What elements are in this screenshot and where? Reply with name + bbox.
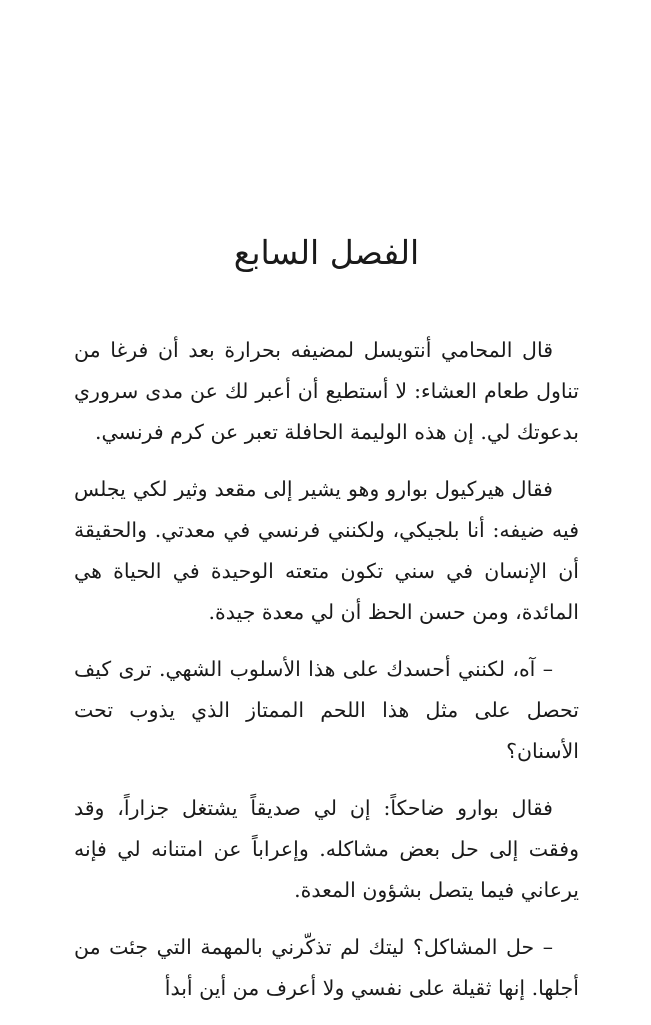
paragraph-2: فقال هيركيول بوارو وهو يشير إلى مقعد وثير لكي يجلس فيه ضيفه: أنا بلجيكي، ولكنني فرنسي في معدتي. والحقيقة أن الإنسان في سني تكون متعته الوحيدة في الحياة هي المائدة، ومن حسن الحظ أن لي معدة جيدة. <box>74 477 579 624</box>
paragraph-3: – آه، لكنني أحسدك على هذا الأسلوب الشهي. ترى كيف تحصل على مثل هذا اللحم الممتاز الذي يذوب تحت الأسنان؟ <box>74 657 579 763</box>
paragraph-4: فقال بوارو ضاحكاً: إن لي صديقاً يشتغل جزاراً، وقد وفقت إلى حل بعض مشاكله. وإعراباً عن امتنانه لي فإنه يرعاني فيما يتصل بشؤون المعدة. <box>74 796 579 902</box>
paragraph-5: – حل المشاكل؟ ليتك لم تذكّرني بالمهمة التي جئت من أجلها. إنها ثقيلة على نفسي ولا أعرف من أين أبدأ <box>74 935 579 1000</box>
paragraph-1: قال المحامي أنتويسل لمضيفه بحرارة بعد أن فرغا من تناول طعام العشاء: لا أستطيع أن أعبر لك عن مدى سروري بدعوتك لي. إن هذه الوليمة الحافلة تعبر عن كرم فرنسي. <box>74 338 579 444</box>
book-page <box>74 0 579 1000</box>
chapter-body <box>74 330 579 1025</box>
chapter-title: الفصل السابع <box>233 233 420 272</box>
